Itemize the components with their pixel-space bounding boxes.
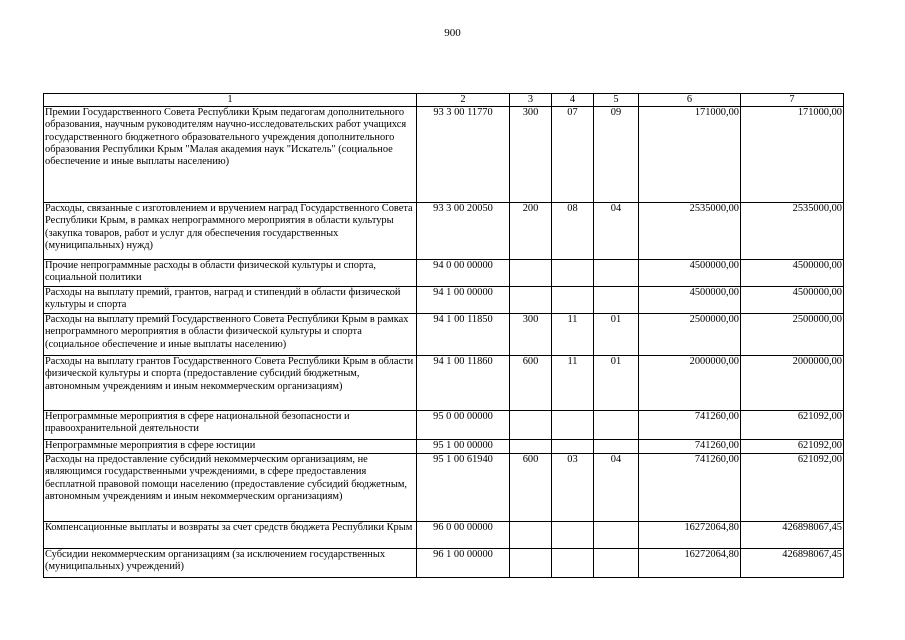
column-header-1: 1 [44, 94, 417, 107]
row-name-cell: Компенсационные выплаты и возвраты за счет средств бюджета Республики Крым [44, 522, 417, 549]
row-subsection-cell: 01 [594, 314, 639, 356]
row-subsection-cell [594, 440, 639, 454]
table-row [44, 107, 844, 203]
page-number: 900 [444, 27, 461, 39]
column-header-5: 5 [594, 94, 639, 107]
row-amount-2-cell: 426898067,45 [741, 522, 844, 549]
row-code-cell: 94 1 00 00000 [417, 287, 510, 314]
row-subsection-cell [594, 549, 639, 578]
row-subsection-cell: 01 [594, 356, 639, 411]
row-section-cell: 07 [552, 107, 594, 203]
row-amount-2-cell: 2000000,00 [741, 356, 844, 411]
row-vr-cell: 200 [510, 203, 552, 260]
row-vr-cell [510, 287, 552, 314]
row-name-cell: Расходы на предоставление субсидий некоммерческим организациям, не являющимся государственными учреждениями, в сфере предоставления бесплатной правовой помощи населению (предоставление субсидий бюджетным, автономным учреждениям и иным некоммерческим организациям) [44, 454, 417, 522]
table-row [44, 454, 844, 522]
row-code-cell: 93 3 00 20050 [417, 203, 510, 260]
row-code-cell: 94 0 00 00000 [417, 260, 510, 287]
row-subsection-cell [594, 411, 639, 440]
budget-table [43, 93, 844, 578]
table-body [44, 107, 844, 578]
row-section-cell [552, 260, 594, 287]
table-row [44, 549, 844, 578]
row-vr-cell [510, 411, 552, 440]
row-amount-2-cell: 621092,00 [741, 411, 844, 440]
row-vr-cell: 600 [510, 454, 552, 522]
row-name-cell: Расходы на выплату грантов Государственного Совета Республики Крым в области физической культуры и спорта (предоставление субсидий бюджетным, автономным учреждениям и иным некоммерческим организациям) [44, 356, 417, 411]
row-vr-cell [510, 440, 552, 454]
row-code-cell: 95 1 00 61940 [417, 454, 510, 522]
row-name-cell: Премии Государственного Совета Республики Крым педагогам дополнительного образования, научным руководителям научно-исследовательских работ учащихся государственного бюджетного образовательного учреждения дополнительного образования Республики Крым "Малая академия наук "Искатель" (социальное обеспечение и иные выплаты населению) [44, 107, 417, 203]
row-amount-1-cell: 2000000,00 [639, 356, 741, 411]
column-header-7: 7 [741, 94, 844, 107]
row-amount-1-cell: 16272064,80 [639, 522, 741, 549]
row-name-cell: Субсидии некоммерческим организациям (за исключением государственных (муниципальных) учреждений) [44, 549, 417, 578]
column-header-4: 4 [552, 94, 594, 107]
row-code-cell: 96 0 00 00000 [417, 522, 510, 549]
row-amount-2-cell: 2500000,00 [741, 314, 844, 356]
row-code-cell: 94 1 00 11850 [417, 314, 510, 356]
row-subsection-cell [594, 287, 639, 314]
row-name-cell: Расходы на выплату премий, грантов, наград и стипендий в области физической культуры и спорта [44, 287, 417, 314]
row-name-cell: Прочие непрограммные расходы в области физической культуры и спорта, социальной политики [44, 260, 417, 287]
table-row [44, 260, 844, 287]
row-section-cell: 08 [552, 203, 594, 260]
column-header-2: 2 [417, 94, 510, 107]
row-amount-2-cell: 2535000,00 [741, 203, 844, 260]
header-row [44, 94, 844, 107]
row-section-cell: 11 [552, 356, 594, 411]
row-vr-cell: 600 [510, 356, 552, 411]
row-subsection-cell [594, 522, 639, 549]
table-row [44, 314, 844, 356]
row-amount-1-cell: 2535000,00 [639, 203, 741, 260]
row-code-cell: 95 1 00 00000 [417, 440, 510, 454]
row-vr-cell [510, 522, 552, 549]
row-vr-cell [510, 549, 552, 578]
row-amount-2-cell: 4500000,00 [741, 260, 844, 287]
row-code-cell: 96 1 00 00000 [417, 549, 510, 578]
row-subsection-cell: 04 [594, 454, 639, 522]
row-amount-1-cell: 4500000,00 [639, 260, 741, 287]
table-row [44, 356, 844, 411]
table-row [44, 287, 844, 314]
row-section-cell: 11 [552, 314, 594, 356]
row-name-cell: Расходы на выплату премий Государственного Совета Республики Крым в рамках непрограммного мероприятия в области физической культуры и спорта (социальное обеспечение и иные выплаты населению) [44, 314, 417, 356]
row-amount-2-cell: 426898067,45 [741, 549, 844, 578]
table-row [44, 411, 844, 440]
row-section-cell: 03 [552, 454, 594, 522]
row-amount-2-cell: 4500000,00 [741, 287, 844, 314]
table-row [44, 203, 844, 260]
row-subsection-cell: 09 [594, 107, 639, 203]
row-vr-cell: 300 [510, 314, 552, 356]
table-row [44, 522, 844, 549]
row-amount-1-cell: 741260,00 [639, 440, 741, 454]
row-subsection-cell [594, 260, 639, 287]
row-name-cell: Непрограммные мероприятия в сфере национальной безопасности и правоохранительной деятельности [44, 411, 417, 440]
row-amount-2-cell: 621092,00 [741, 440, 844, 454]
row-section-cell [552, 287, 594, 314]
row-name-cell: Непрограммные мероприятия в сфере юстиции [44, 440, 417, 454]
row-amount-2-cell: 621092,00 [741, 454, 844, 522]
row-section-cell [552, 411, 594, 440]
row-amount-2-cell: 171000,00 [741, 107, 844, 203]
table-row [44, 440, 844, 454]
row-amount-1-cell: 2500000,00 [639, 314, 741, 356]
row-code-cell: 93 3 00 11770 [417, 107, 510, 203]
row-code-cell: 94 1 00 11860 [417, 356, 510, 411]
row-amount-1-cell: 16272064,80 [639, 549, 741, 578]
row-section-cell [552, 549, 594, 578]
row-subsection-cell: 04 [594, 203, 639, 260]
row-vr-cell: 300 [510, 107, 552, 203]
column-header-6: 6 [639, 94, 741, 107]
row-amount-1-cell: 741260,00 [639, 454, 741, 522]
row-amount-1-cell: 4500000,00 [639, 287, 741, 314]
row-code-cell: 95 0 00 00000 [417, 411, 510, 440]
row-section-cell [552, 522, 594, 549]
column-header-3: 3 [510, 94, 552, 107]
row-amount-1-cell: 741260,00 [639, 411, 741, 440]
table-header [44, 94, 844, 107]
row-amount-1-cell: 171000,00 [639, 107, 741, 203]
row-name-cell: Расходы, связанные с изготовлением и вручением наград Государственного Совета Республики Крым, в рамках непрограммного мероприятия в области культуры (закупка товаров, работ и услуг для обеспечения государственных (муниципальных) нужд) [44, 203, 417, 260]
row-vr-cell [510, 260, 552, 287]
row-section-cell [552, 440, 594, 454]
